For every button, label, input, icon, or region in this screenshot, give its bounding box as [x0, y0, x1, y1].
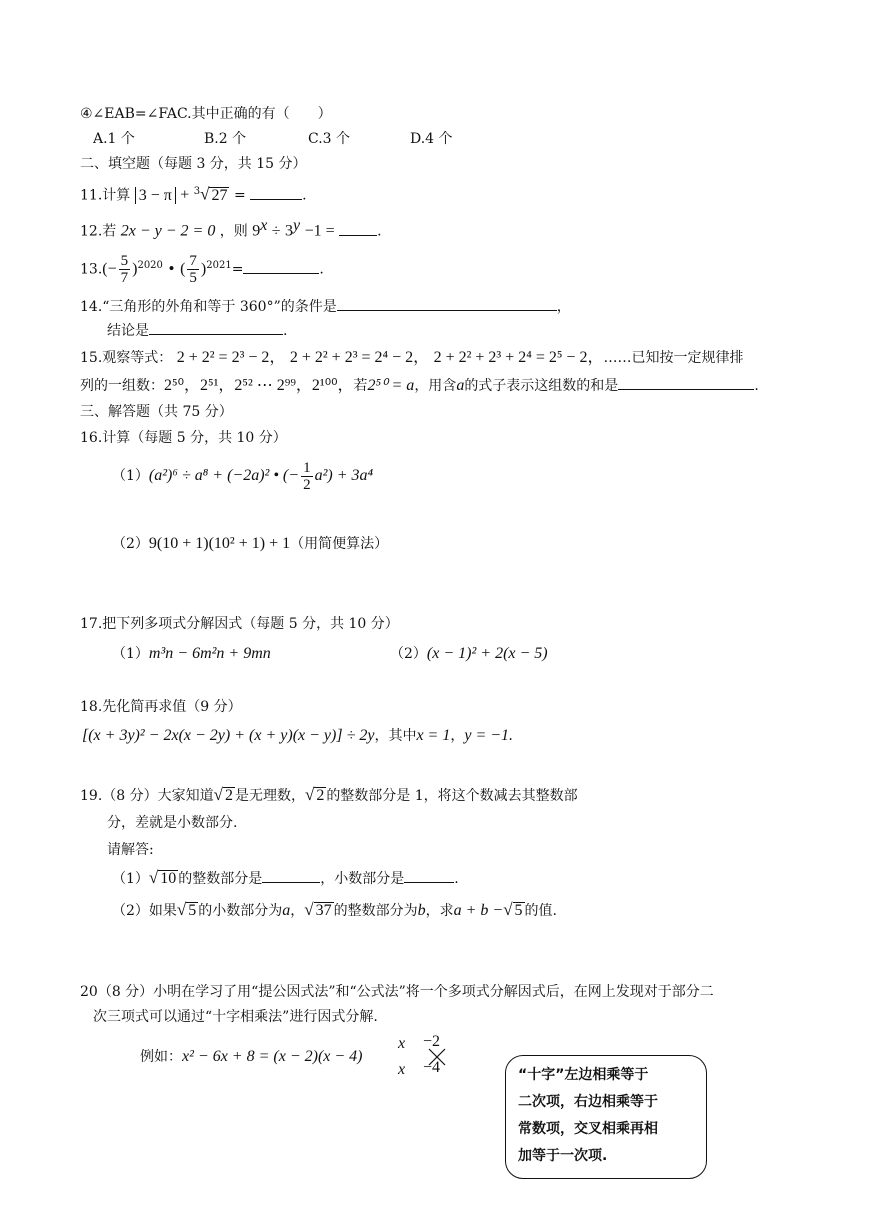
q16-p2-expr: 9(10 + 1)(10² + 1) + 1: [148, 535, 291, 552]
question-20-example: [140, 1047, 363, 1067]
q13-open2: (: [180, 260, 186, 278]
q20-example-expr: x² − 6x + 8 = (x − 2)(x − 4): [182, 1048, 363, 1065]
q17-p2-label: （2）: [390, 646, 427, 662]
q15-eq1: 2 + 2² = 2³ − 2，: [176, 349, 286, 366]
q16-p1-fraction: [301, 460, 313, 493]
q19-p2-sep: ，: [290, 903, 305, 919]
q19-var-b: b: [417, 902, 426, 919]
q15-seq-prefix: 列的一组数：: [80, 378, 164, 394]
cross-top-right: −2: [423, 1033, 441, 1050]
q19-sqrt37: 37: [315, 902, 332, 919]
q16-p1-den: 2: [303, 476, 311, 493]
q11-abs: 3 − π: [135, 187, 176, 204]
q13-equals: =: [231, 261, 244, 278]
q15-answer-blank[interactable]: [618, 375, 754, 390]
q19-irrational: 是无理数，: [234, 788, 305, 804]
q13-exp2: 2021: [206, 260, 232, 271]
q17-p1-expr: m³n − 6m²n + 9mn: [148, 645, 271, 662]
q13-open1: (−: [102, 260, 117, 278]
q19-radical-icon-5: √: [304, 900, 314, 919]
question-12: 12.若 2x − y − 2 = 0 ，则 9$^x$ ÷ 3$^y$ −1 = .: [80, 217, 382, 240]
q19-p1-frac: ，小数部分是: [320, 871, 405, 887]
tip-line-3: 常数项，交叉相乘再相: [518, 1121, 658, 1137]
q11-radicand: 27: [211, 186, 228, 204]
q19-frac-blank[interactable]: [404, 868, 454, 883]
q12-exp-x: x: [260, 217, 268, 234]
q13-prefix: 13.: [80, 261, 103, 278]
option-a: A.1 个: [93, 131, 135, 147]
q16-p1-label: （1）: [112, 468, 149, 484]
q19-sqrt5: 5: [188, 902, 197, 919]
q19-radical-icon-6: √: [503, 900, 513, 919]
q13-fraction-1: [119, 253, 131, 286]
cross-top-left: x: [398, 1035, 406, 1052]
q19-p2-label: （2）如果: [112, 903, 177, 919]
question-17-title: 17.把下列多项式分解因式（每题 5 分，共 10 分）: [80, 616, 399, 632]
q19-p1-label: （1）: [112, 871, 149, 887]
prev-question-line: ④∠EAB=∠FAC.其中正确的有（ ）: [80, 106, 332, 122]
question-16-part-2: [112, 534, 388, 554]
question-19-line-3: 请解答:: [107, 842, 154, 858]
q14-comma: ，: [556, 299, 571, 315]
q19-p1-int: 的整数部分是: [178, 871, 263, 887]
q11-plus: +: [180, 186, 190, 204]
question-19-line-1: [80, 785, 578, 806]
q11-root-index: 3: [193, 186, 201, 197]
q15-ask: 的式子表示这组数的和是: [464, 378, 619, 394]
q12-base-a: 9: [252, 222, 261, 240]
question-16-part-1: [112, 458, 373, 494]
cross-bottom-left: x: [398, 1061, 406, 1078]
q11-equals: =: [233, 187, 246, 204]
q11-answer-blank[interactable]: [250, 185, 302, 200]
question-19-line-2: 分，差就是小数部分.: [107, 815, 238, 831]
q15-var: a: [456, 377, 465, 394]
q12-prefix: 12.若: [80, 223, 117, 240]
q19-p2-frac-text: 的小数部分为: [198, 903, 283, 919]
question-14-line-1: [80, 296, 571, 317]
q19-p2-ask: ，求: [425, 903, 454, 919]
option-c: C.3 个: [308, 131, 351, 147]
q19-sqrt2: 2: [224, 787, 233, 804]
q19-radical-icon-2: √: [304, 785, 315, 804]
q13-f2-num: 7: [189, 253, 197, 270]
q18-x-value: x = 1: [416, 727, 451, 744]
q19-p1-period: .: [454, 871, 459, 887]
q19-radical-icon-3: √: [148, 868, 159, 887]
option-d: D.4 个: [410, 131, 453, 147]
q15-sequence: 2⁵⁰，2⁵¹，2⁵² ⋯ 2⁹⁹，2¹⁰⁰，: [164, 377, 354, 394]
question-19-part-1: [112, 868, 459, 889]
question-19-part-2: [112, 900, 557, 921]
q13-f2-den: 5: [189, 270, 197, 287]
question-20-line-2: 次三项式可以通过“十字相乘法”进行因式分解.: [93, 1009, 378, 1025]
q16-p1-expr-b: a²) + 3a⁴: [314, 467, 374, 484]
q19-p2-int-text: 的整数部分为: [333, 903, 418, 919]
q15-eq3: 2 + 2² + 2³ + 2⁴ = 2⁵ − 2，: [433, 349, 604, 366]
tip-line-2: 二次项，右边相乘等于: [518, 1094, 658, 1110]
tip-box: [505, 1055, 707, 1179]
q16-p2-note: （用简便算法）: [290, 536, 389, 552]
cross-multiply-icon: [428, 1048, 446, 1066]
q19-radical-icon: √: [213, 785, 223, 804]
q15-prefix: 15.观察等式：: [80, 350, 173, 366]
q12-div: ÷: [271, 222, 281, 240]
q18-y-value: y = −1.: [464, 727, 514, 744]
q15-condition: 2⁵⁰ = a: [367, 377, 415, 394]
q20-example-label: 例如：: [140, 1049, 182, 1065]
option-b: B.2 个: [204, 131, 247, 147]
q14-condition-prompt: 14.“三角形的外角和等于 360°”的条件是: [80, 299, 337, 315]
cross-bottom-right: −4: [423, 1059, 441, 1076]
q15-with: ，用含: [414, 378, 457, 394]
question-18-expression: [82, 726, 513, 746]
q17-p1-label: （1）: [112, 646, 149, 662]
q19-p2-value: 的值.: [524, 903, 557, 919]
question-17-part-1: [112, 644, 271, 664]
question-17-part-2: [390, 644, 548, 664]
q13-f1-num: 5: [120, 253, 129, 270]
q13-exp1: 2020: [137, 260, 163, 271]
section-3-title: 三、解答题（共 75 分）: [80, 404, 233, 420]
q15-if: 若: [353, 378, 368, 394]
q13-fraction-2: [187, 253, 199, 286]
q19-sqrt10: 10: [160, 870, 177, 887]
q13-answer-blank[interactable]: [243, 259, 319, 274]
question-15-line-2: 列的一组数：2⁵⁰，2⁵¹，2⁵² ⋯ 2⁹⁹，2¹⁰⁰，若2⁵⁰ = a，用含a的式子表示这组数的和是 .: [80, 377, 759, 394]
question-15-line-1: [80, 348, 743, 368]
q16-p1-num: 1: [303, 459, 311, 476]
q13-dot: •: [167, 261, 176, 278]
q17-p2-expr: (x − 1)² + 2(x − 5): [426, 645, 548, 662]
question-20-line-1: 20（8 分）小明在学习了用“提公因式法”和“公式法”将一个多项式分解因式后，在网上发现对于部分二: [80, 984, 714, 1000]
question-11: 11.计算 3 − π + $^3$√ 27 = .: [80, 184, 307, 204]
q11-radical-icon: √: [200, 184, 210, 204]
q12-base-b: 3: [285, 222, 294, 240]
q19-int-blank[interactable]: [262, 868, 320, 883]
q14-conclusion-blank[interactable]: [149, 320, 283, 335]
tip-line-1: “十字”左边相乘等于: [518, 1067, 649, 1083]
q14-conclusion-prompt: 结论是: [107, 323, 149, 339]
q15-tail: ……已知按一定规律排: [603, 350, 744, 366]
q12-mid: ，则: [219, 223, 248, 240]
q19-sqrt2-b: 2: [316, 787, 325, 804]
q12-exp-y: y: [293, 217, 301, 234]
q19-int-part-text: 的整数部分是 1，将这个数减去其整数部: [326, 788, 578, 804]
q19-sqrt5-b: 5: [514, 902, 523, 919]
q18-where: ，其中: [374, 728, 417, 744]
q11-prefix: 11.计算: [80, 187, 131, 204]
q16-p1-expr-a: (a²)⁶ ÷ a⁸ + (−2a)² • (−: [148, 467, 300, 484]
q16-p2-label: （2）: [112, 536, 149, 552]
q18-sep: ，: [450, 728, 465, 744]
q12-tail: −1 =: [304, 222, 335, 240]
q13-f1-den: 7: [120, 270, 129, 287]
q18-expr: [(x + 3y)² − 2x(x − 2y) + (x + y)(x − y)] ÷ 2y: [82, 727, 375, 744]
question-14-line-2: [107, 320, 287, 341]
q12-condition: 2x − y − 2 = 0: [120, 222, 216, 240]
q19-var-a: a: [282, 902, 291, 919]
question-16-title: 16.计算（每题 5 分，共 10 分）: [80, 430, 287, 446]
q14-condition-blank[interactable]: [337, 296, 557, 311]
question-13: 13.(− $\frac{5}{7}$ )$^{2020}$ • ( $\frac{7}{5}$ )$^{2021}$= .: [80, 253, 324, 287]
question-18-title: 18.先化简再求值（9 分）: [80, 699, 242, 715]
section-2-title: 二、填空题（每题 3 分，共 15 分）: [80, 156, 307, 172]
q14-period: .: [283, 323, 288, 339]
tip-line-4: 加等于一次项.: [518, 1148, 608, 1164]
q12-answer-blank[interactable]: [339, 221, 377, 236]
q19-radical-icon-4: √: [176, 900, 187, 919]
q15-eq2: 2 + 2² + 2³ = 2⁴ − 2，: [289, 349, 430, 366]
q19-intro: 19.（8 分）大家知道: [80, 788, 214, 804]
q19-p2-expr: a + b −: [453, 902, 504, 919]
